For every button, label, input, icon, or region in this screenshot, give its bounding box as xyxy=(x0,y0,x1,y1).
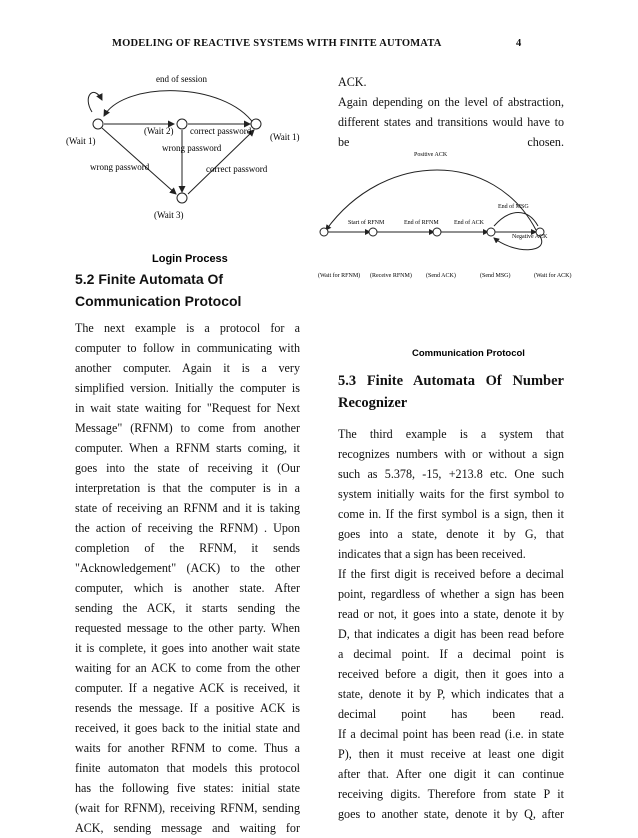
label-end-of-ack: End of ACK xyxy=(454,220,484,226)
text-line: be chosen. xyxy=(338,135,564,149)
communication-protocol-figure xyxy=(314,150,584,362)
text-line: a decimal point. If a decimal point is xyxy=(338,647,564,661)
text-line: Message" (RFNM) to come from another xyxy=(75,421,300,435)
text-line: goes into a state, denote it by G, that xyxy=(338,527,564,541)
text-line: requested message to the other party. When xyxy=(75,621,300,635)
self-loop-wait1 xyxy=(88,92,102,112)
text-line: computer. If a negative ACK is received, it xyxy=(75,681,300,695)
edge-wait3-right xyxy=(188,130,254,194)
text-line: state, denote it by P, which indicates that a xyxy=(338,687,564,701)
label-end-of-session: end of session xyxy=(156,74,207,84)
label-end-of-msg: End of MSG xyxy=(498,204,529,210)
arc-end-of-session xyxy=(104,91,254,124)
continued-paragraph xyxy=(338,72,564,152)
state-label-send-msg: (Send MSG) xyxy=(480,273,511,279)
text-line: waiting for an ACK to come from the other xyxy=(75,661,300,675)
text-line: The third example is a system that xyxy=(338,427,564,441)
state-send-ack xyxy=(433,228,441,236)
text-line: The next example is a protocol for a xyxy=(75,321,300,335)
state-wait3 xyxy=(177,193,187,203)
text-line: recognizes numbers with or without a sign xyxy=(338,447,564,461)
text-line: finite automaton that models this protocol xyxy=(75,761,300,775)
text-line: decimal point has been read. xyxy=(338,707,564,721)
left-column xyxy=(75,268,300,838)
text-line: resends the message. If a positive ACK is xyxy=(75,701,300,715)
text-line: it is complete, it goes into another wait state xyxy=(75,641,300,655)
text-line: If the first digit is received before a decimal xyxy=(338,567,564,581)
text-line: computer, which is another state. After xyxy=(75,581,300,595)
label-wait2: (Wait 2) xyxy=(144,126,174,136)
arc-end-of-msg-upper xyxy=(494,213,538,227)
label-correct-password-top: correct password xyxy=(190,126,252,136)
text-line: sending the ACK, it starts sending the xyxy=(75,601,300,615)
text-line: Again depending on the level of abstraction, xyxy=(338,95,564,109)
section-5-2-title: 5.2 Finite Automata Of Communication Protocol xyxy=(75,271,242,309)
label-wrong-password-low: wrong password xyxy=(90,162,150,172)
text-line: goes to another state, denote it by Q, after xyxy=(338,807,564,821)
state-wait1 xyxy=(93,119,103,129)
state-wait2 xyxy=(177,119,187,129)
label-wait3: (Wait 3) xyxy=(154,210,184,220)
text-line: D, that indicates a digit has been read before xyxy=(338,627,564,641)
text-line: in wait state waiting for "Request for Next xyxy=(75,401,300,415)
text-line: different states and transitions would have to xyxy=(338,115,564,129)
text-line: after that. After one digit it can continue xyxy=(338,767,564,781)
text-line: simplified version. Initially the computer is xyxy=(75,381,300,395)
text-line: waits for another RFNM to come. Thus a xyxy=(75,741,300,755)
text-line: completion of the RFNM, it sends xyxy=(75,541,300,555)
section-5-3-paragraph xyxy=(338,424,564,824)
text-line: such as 5.378, -15, +213.8 etc. One such xyxy=(338,467,564,481)
running-header xyxy=(0,36,638,54)
text-line: ACK. xyxy=(338,75,367,89)
state-label-wait-for-ack: (Wait for ACK) xyxy=(534,273,572,279)
text-line: read or not, it goes into a state, denote it by xyxy=(338,607,564,621)
label-wait1-right: (Wait 1) xyxy=(270,132,300,142)
text-line: has the following five states: initial state xyxy=(75,781,300,795)
text-line: come in. If the first symbol is a sign, then it xyxy=(338,507,564,521)
state-label-send-ack: (Send ACK) xyxy=(426,273,456,279)
edge-wait1-wait3 xyxy=(102,128,176,194)
text-line: goes into the state of receiving it (Our xyxy=(75,461,300,475)
section-5-2-paragraph xyxy=(75,318,300,838)
text-line: receiving digits. Therefore from state P it xyxy=(338,787,564,801)
page-number: 4 xyxy=(516,38,522,49)
login-figure-caption: Login Process xyxy=(152,253,228,265)
text-line: indicates that a sign has been received. xyxy=(338,547,526,561)
text-line: (wait for RFNM), receiving RFNM, sending xyxy=(75,801,300,815)
section-5-3-title: 5.3 Finite Automata Of Number Recognizer xyxy=(338,373,564,411)
text-line: point, regardless of whether a sign has been xyxy=(338,587,564,601)
right-column-section xyxy=(338,370,564,824)
text-line: received, it goes back to the initial state and xyxy=(75,721,300,735)
state-label-wait-for-rfnm: (Wait for RFNM) xyxy=(318,273,361,279)
text-line: interpretation is that the computer is in a xyxy=(75,481,300,495)
running-title: MODELING OF REACTIVE SYSTEMS WITH FINITE AUTOMATA xyxy=(112,38,442,49)
label-correct-password-low: correct password xyxy=(206,164,268,174)
label-wait1: (Wait 1) xyxy=(66,136,96,146)
login-process-figure xyxy=(64,66,314,266)
text-line: computer. When a RFNM starts coming, it xyxy=(75,441,300,455)
label-positive-ack: Positive ACK xyxy=(414,152,448,158)
text-line: system initially waits for the first symbol to xyxy=(338,487,564,501)
label-wrong-password-mid: wrong password xyxy=(162,143,222,153)
state-label-receive-rfnm: (Receive RFNM) xyxy=(370,273,412,279)
label-end-of-rfnm: End of RFNM xyxy=(404,220,439,226)
label-start-of-rfnm: Start of RFNM xyxy=(348,220,385,226)
text-line: computer to follow in communicating with xyxy=(75,341,300,355)
text-line: P), then it must receive at least one digit xyxy=(338,747,564,761)
protocol-figure-caption: Communication Protocol xyxy=(412,348,525,359)
state-wait1-right xyxy=(251,119,261,129)
text-line: received before a digit, then it goes into a xyxy=(338,667,564,681)
text-line: another computer. Again it is a very xyxy=(75,361,300,375)
state-receive-rfnm xyxy=(369,228,377,236)
right-column-top xyxy=(338,72,564,152)
text-line: the action of receiving the RFNM) . Upon xyxy=(75,521,300,535)
text-line: state of receiving an RFNM and it is taking xyxy=(75,501,300,515)
state-wait-for-rfnm xyxy=(320,228,328,236)
state-send-msg xyxy=(487,228,495,236)
label-negative-ack: Negative ACK xyxy=(512,234,548,240)
text-line: If a decimal point has been read (i.e. in state xyxy=(338,727,564,741)
text-line: "Acknowledgement" (ACK) to the other xyxy=(75,561,300,575)
text-line: ACK, sending message and waiting for xyxy=(75,821,300,835)
